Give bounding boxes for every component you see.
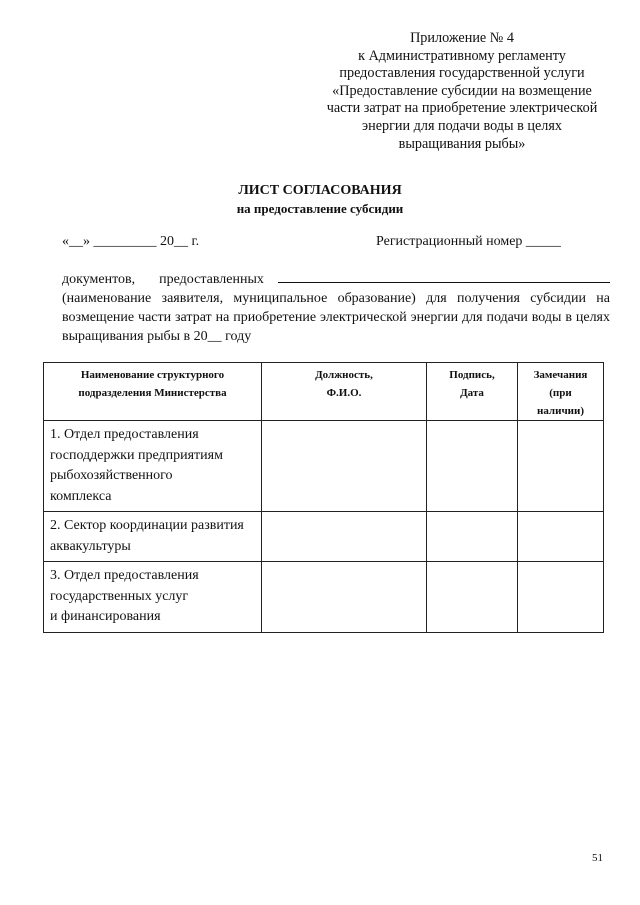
header-line: подразделения Министерства <box>78 387 227 399</box>
remarks-cell[interactable] <box>518 421 604 512</box>
header-line: Наименование структурного <box>80 369 225 381</box>
provided-word: предоставленных <box>159 272 264 287</box>
table-row <box>44 512 604 562</box>
appendix-block <box>312 30 612 153</box>
page-number: 51 <box>592 852 603 864</box>
documents-paragraph <box>62 268 610 346</box>
documents-word: документов, <box>62 272 136 287</box>
appendix-line: части затрат на приобретение электрической <box>326 100 598 117</box>
header-line: (при <box>549 387 572 399</box>
department-cell <box>44 562 262 633</box>
header-line: наличии) <box>537 405 584 417</box>
appendix-line: выращивания рыбы» <box>398 135 526 152</box>
header-line: Подпись, <box>449 369 495 381</box>
appendix-line: предоставления государственной услуги <box>339 65 585 82</box>
cell-line: государственных услуг <box>50 588 189 604</box>
table-header-row <box>44 363 604 421</box>
position-name-cell[interactable] <box>262 421 427 512</box>
cell-line: аквакультуры <box>50 538 131 554</box>
table-row <box>44 562 604 633</box>
signature-date-cell[interactable] <box>427 421 518 512</box>
signature-date-cell[interactable] <box>427 512 518 562</box>
header-line: Замечания <box>533 369 588 381</box>
signature-date-cell[interactable] <box>427 562 518 633</box>
header-line: Должность, <box>315 369 373 381</box>
header-line: Дата <box>460 387 484 399</box>
document-title: ЛИСТ СОГЛАСОВАНИЯ <box>238 183 402 198</box>
department-cell <box>44 421 262 512</box>
documents-description: (наименование заявителя, муниципальное образование) для получения субсидии на возмещение части затрат на приобретение электрической энергии для подачи воды в целях выращивания рыбы в 20__ году <box>62 291 610 344</box>
document-subtitle: на предоставление субсидии <box>236 201 404 216</box>
registration-number-field: Регистрационный номер _____ <box>376 234 561 249</box>
remarks-cell[interactable] <box>518 562 604 633</box>
remarks-cell[interactable] <box>518 512 604 562</box>
date-field: «__» _________ 20__ г. <box>62 234 200 249</box>
documents-first-line <box>62 268 610 289</box>
header-department <box>44 363 262 421</box>
appendix-line: к Административному регламенту <box>358 47 566 64</box>
department-cell <box>44 512 262 562</box>
cell-line: 3. Отдел предоставления <box>50 568 199 583</box>
cell-line: рыбохозяйственного <box>50 468 173 483</box>
header-signature-date <box>427 363 518 421</box>
position-name-cell[interactable] <box>262 512 427 562</box>
cell-line: 2. Сектор координации развития <box>50 518 244 533</box>
applicant-blank-line <box>278 268 610 283</box>
cell-line: комплекса <box>50 488 112 504</box>
header-remarks <box>518 363 604 421</box>
approval-table <box>43 362 604 633</box>
cell-line: господдержки предприятиям <box>50 447 223 463</box>
table-row <box>44 421 604 512</box>
appendix-line: Приложение № 4 <box>410 30 514 46</box>
header-position-name <box>262 363 427 421</box>
cell-line: и финансирования <box>50 609 161 624</box>
appendix-line: «Предоставление субсидии на возмещение <box>332 82 592 99</box>
header-line: Ф.И.О. <box>326 387 362 399</box>
appendix-line: энергии для подачи воды в целях <box>362 117 562 134</box>
cell-line: 1. Отдел предоставления <box>50 427 199 442</box>
position-name-cell[interactable] <box>262 562 427 633</box>
